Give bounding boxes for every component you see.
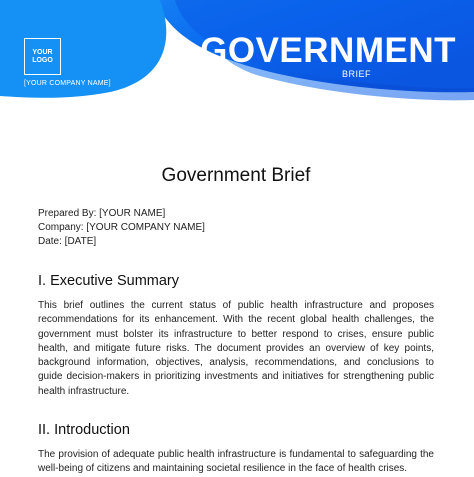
prepared-by: Prepared By: [YOUR NAME] xyxy=(38,208,166,219)
date-line: Date: [DATE] xyxy=(38,236,97,247)
header-company-name: [YOUR COMPANY NAME] xyxy=(24,80,111,87)
logo-line-2: LOGO xyxy=(32,56,53,64)
company-logo xyxy=(24,38,61,75)
document-title: Government Brief xyxy=(161,165,311,186)
section-heading-executive-summary: I. Executive Summary xyxy=(38,273,180,289)
company-line: Company: [YOUR COMPANY NAME] xyxy=(38,222,205,233)
document-meta xyxy=(38,207,434,249)
section-text-introduction: The provision of adequate public health infrastructure is fundamental to safeguarding the well-being of citizens and maintaining societal resilience in the face of health crises. xyxy=(38,449,434,475)
header-title: GOVERNMENT xyxy=(200,31,456,70)
header-subtitle: BRIEF xyxy=(342,69,372,79)
document-header xyxy=(0,0,474,115)
section-heading-introduction: II. Introduction xyxy=(38,422,130,439)
document-body xyxy=(38,115,434,477)
section-text-executive-summary: This brief outlines the current status of public health infrastructure and proposes recommendations for its enhancement. With the recent global health challenges, the government must bolster its infrastructure to better respond to crises, ensure public health, and mitigate future risks. The document provides an overview of key points, background information, objectives, analysis, recommendations, and conclusions to guide decision-makers in prioritizing investments and initiatives for strengthening public health infrastructure. xyxy=(38,300,434,397)
logo-line-1: YOUR xyxy=(32,48,53,56)
